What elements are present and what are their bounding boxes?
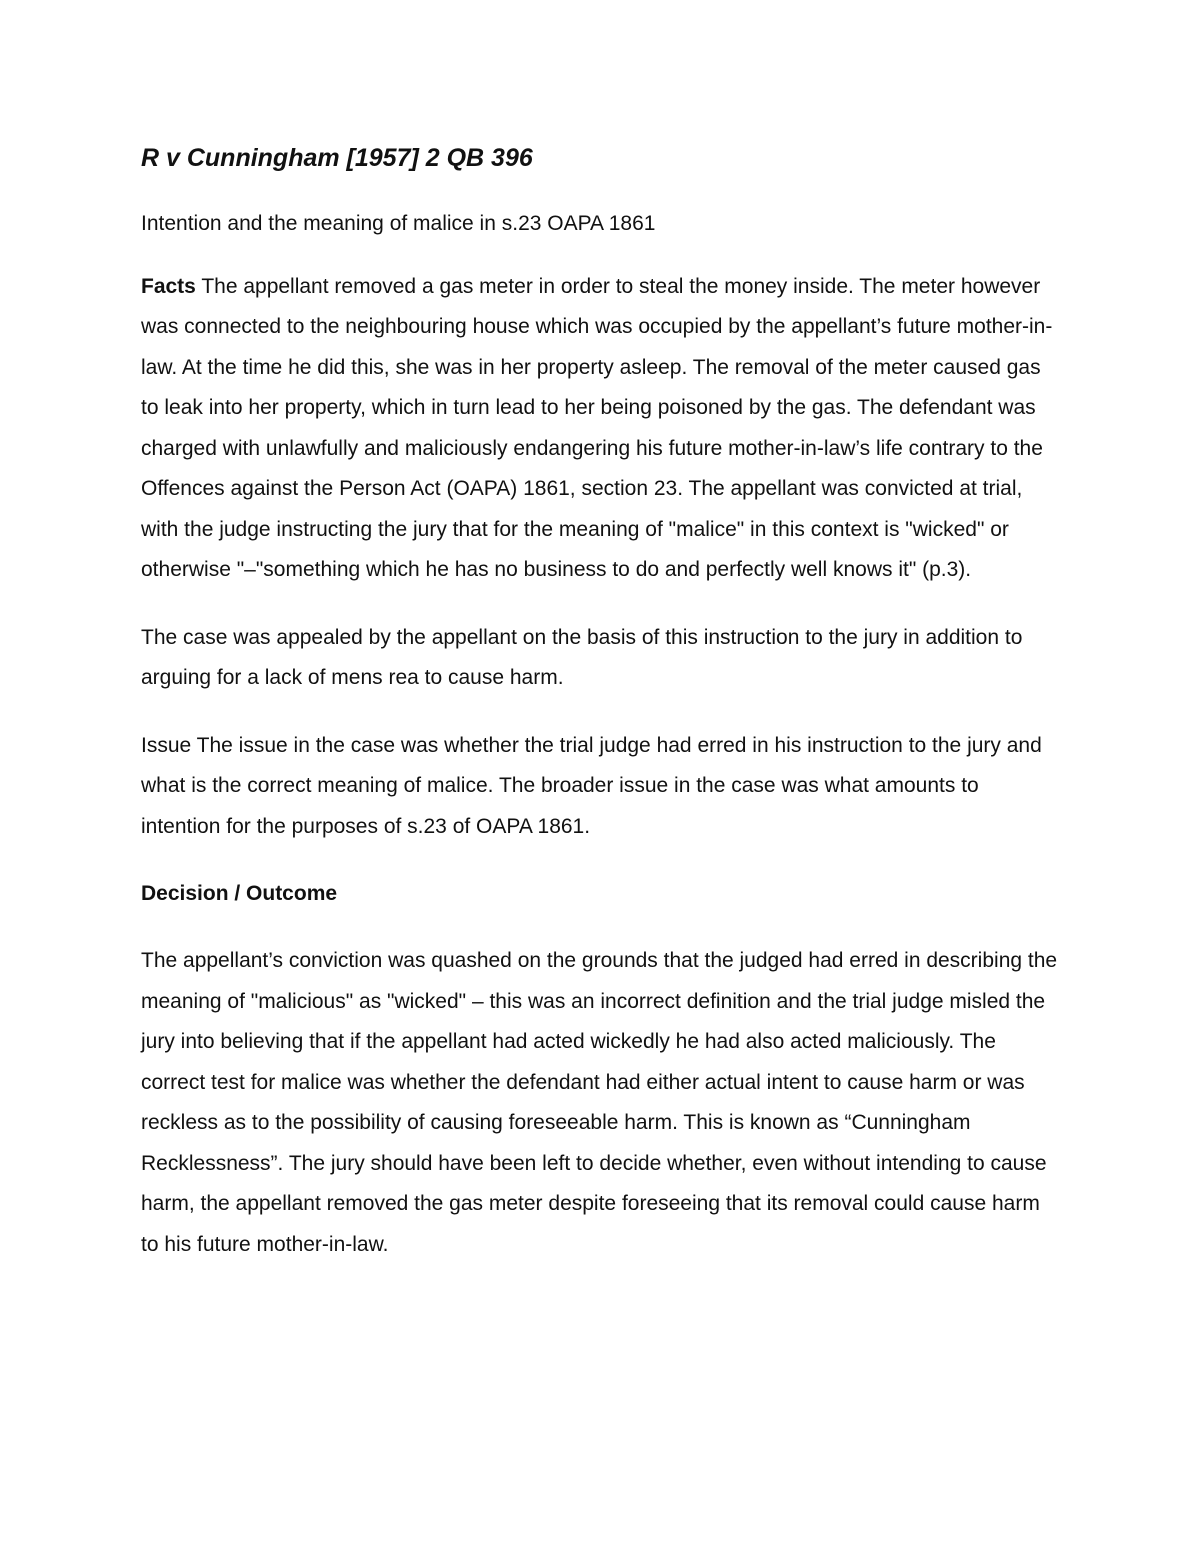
case-subtitle: Intention and the meaning of malice in s.23 OAPA 1861 <box>141 212 656 235</box>
decision-paragraph: The appellant’s conviction was quashed on the grounds that the judged had erred in describing the meaning of "malicious" as "wicked" – this was an incorrect definition and the trial judge misled the jury into believing that if the appellant had acted wickedly he had also acted maliciously. The correct test for malice was whether the defendant had either actual intent to cause harm or was reckless as to the possibility of causing foreseeable harm. This is known as “Cunningham Recklessness”. The jury should have been left to decide whether, even without intending to cause harm, the appellant removed the gas meter despite foreseeing that its removal could cause harm to his future mother-in-law. <box>141 949 1058 1256</box>
issue-paragraph: Issue The issue in the case was whether the trial judge had erred in his instruction to the jury and what is the correct meaning of malice. The broader issue in the case was what amounts to intention for the purposes of s.23 of OAPA 1861. <box>141 733 1042 838</box>
document-content <box>141 140 1061 1292</box>
facts-paragraph <box>141 267 1061 591</box>
case-title: R v Cunningham [1957] 2 QB 396 <box>141 144 533 172</box>
appeal-paragraph: The case was appealed by the appellant on the basis of this instruction to the jury in addition to arguing for a lack of mens rea to cause harm. <box>141 625 1023 689</box>
facts-text: The appellant removed a gas meter in order to steal the money inside. The meter however was connected to the neighbouring house which was occupied by the appellant’s future mother-in-law. At the time he did this, she was in her property asleep. The removal of the meter caused gas to leak into her property, which in turn lead to her being poisoned by the gas. The defendant was charged with unlawfully and maliciously endangering his future mother-in-law’s life contrary to the Offences against the Person Act (OAPA) 1861, section 23. The appellant was convicted at trial, with the judge instructing the jury that for the meaning of "malice" in this context is "wicked" or otherwise "–"something which he has no business to do and perfectly well knows it" (p.3). <box>141 274 1053 581</box>
decision-heading: Decision / Outcome <box>141 882 338 905</box>
facts-label: Facts <box>141 274 196 298</box>
